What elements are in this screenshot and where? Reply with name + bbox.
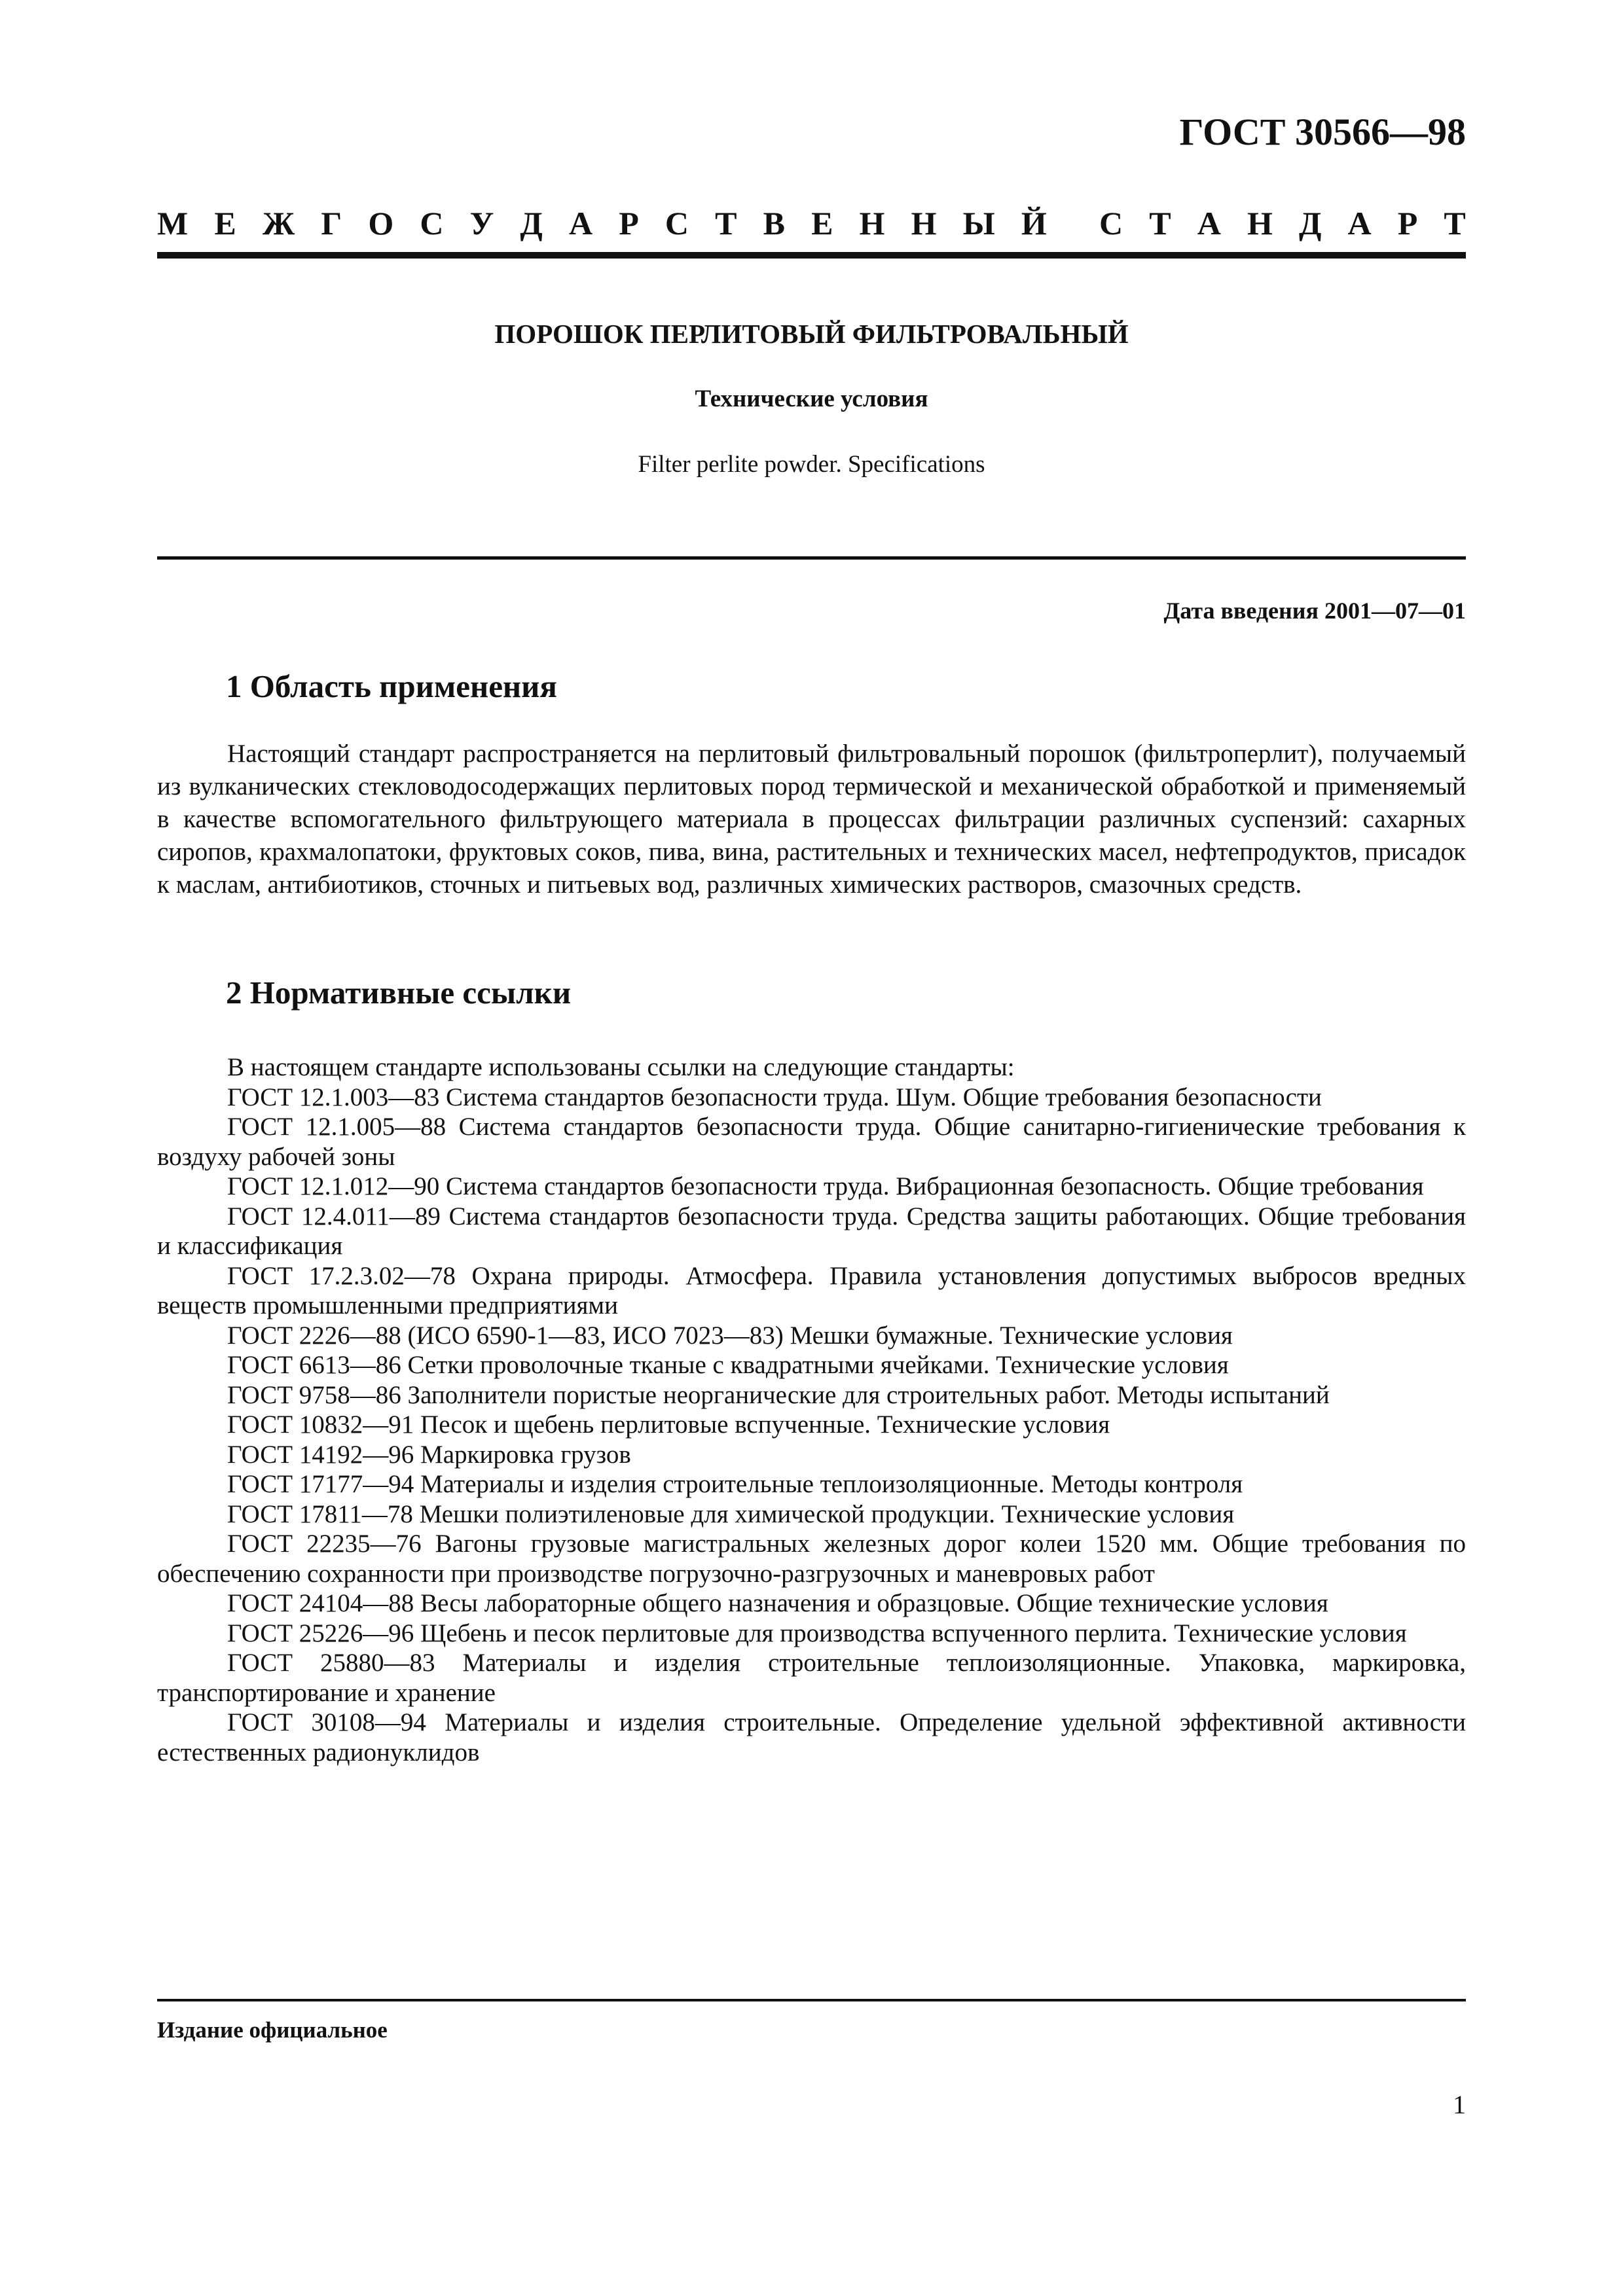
banner-letter: А [1347,205,1372,242]
banner-letter: Т [715,205,737,242]
reference-item: ГОСТ 17.2.3.02—78 Охрана природы. Атмосфера. Правила установления допустимых выбросов вредных веществ промышленными предприятиями [157,1261,1466,1319]
banner-letter: О [368,205,394,242]
reference-item: ГОСТ 24104—88 Весы лабораторные общего назначения и образцовые. Общие технические условия [227,1589,1328,1617]
reference-item: ГОСТ 30108—94 Материалы и изделия строительные. Определение удельной эффективной активности естественных радионуклидов [157,1708,1466,1767]
banner-letter: Г [321,205,342,242]
document-subtitle: Технические условия [695,386,928,412]
banner-letter: Т [1444,205,1466,242]
reference-item: ГОСТ 12.1.012—90 Система стандартов безопасности труда. Вибрационная безопасность. Общие требования [227,1172,1424,1200]
banner-letter: Н [1247,205,1273,242]
reference-item: ГОСТ 25880—83 Материалы и изделия строительные теплоизоляционные. Упаковка, маркировка, транспортирование и хранение [157,1649,1466,1707]
reference-item: ГОСТ 22235—76 Вагоны грузовые магистральных железных дорог колеи 1520 мм. Общие требования по обеспечению сохранности при производстве погрузочно-разгрузочных и маневровых работ [157,1530,1466,1588]
banner-letter: Д [1298,205,1322,242]
banner-letter: А [568,205,593,242]
banner-letter: Н [911,205,937,242]
section-1-heading: 1 Область применения [226,668,557,704]
page-number: 1 [1453,2090,1466,2119]
banner-letter: С [420,205,444,242]
section-2-heading: 2 Нормативные ссылки [226,975,572,1011]
reference-item: ГОСТ 17811—78 Мешки полиэтиленовые для химической продукции. Технические условия [227,1499,1235,1528]
reference-item: ГОСТ 9758—86 Заполнители пористые неорганические для строительных работ. Методы испытаний [227,1380,1330,1409]
banner-letter: Р [1397,205,1418,242]
reference-item: ГОСТ 12.4.011—89 Система стандартов безопасности труда. Средства защиты работающих. Общие требования и классификация [157,1202,1466,1260]
banner-letter: С [1099,205,1123,242]
banner-letter: А [1197,205,1221,242]
reference-item: ГОСТ 12.1.005—88 Система стандартов безопасности труда. Общие санитарно-гигиенические требования к воздуху рабочей зоны [157,1113,1466,1171]
reference-item: ГОСТ 2226—88 (ИСО 6590-1—83, ИСО 7023—83) Мешки бумажные. Технические условия [227,1321,1233,1350]
banner-letter: Е [214,205,236,242]
normative-references [157,1052,1466,1767]
official-edition-label: Издание официальное [157,2017,388,2043]
footer-rule [157,1999,1466,2001]
banner-letter: Ы [962,205,995,242]
banner-letter: Н [859,205,885,242]
references-intro: В настоящем стандарте использованы ссылки на следующие стандарты: [227,1053,1015,1081]
section-1-text: Настоящий стандарт распространяется на перлитовый фильтровальный порошок (фильтроперлит), получаемый из вулканических стекловодосодержащих перлитовых пород термической и механической обработкой и применяемый в качестве вспомогательного фильтрующего материала в процессах фильтрации различных суспензий: сахарных сиропов, крахмалопатоки, фруктовых соков, пива, вина, растительных и технических масел, нефтепродуктов, присадок к маслам, антибиотиков, сточных и питьевых вод, различных химических растворов, смазочных средств. [157,740,1466,899]
interstate-standard-banner [157,204,1466,242]
title-rule [157,556,1466,560]
banner-letter: Т [1149,205,1171,242]
banner-letter: Е [811,205,833,242]
banner-letter: Ж [262,205,295,242]
banner-letter: В [763,205,785,242]
document-title: ПОРОШОК ПЕРЛИТОВЫЙ ФИЛЬТРОВАЛЬНЫЙ [494,319,1129,349]
banner-letter: У [469,205,494,242]
reference-item: ГОСТ 14192—96 Маркировка грузов [227,1440,631,1469]
english-title: Filter perlite powder. Specifications [638,451,985,478]
banner-letter: Р [619,205,639,242]
introduction-date: Дата введения 2001—07—01 [1163,598,1466,624]
header-rule [157,252,1466,259]
banner-letter: Й [1021,205,1047,242]
banner-letter: М [157,205,189,242]
banner-letter: Д [520,205,543,242]
document-number: ГОСТ 30566—98 [1179,111,1466,153]
reference-item: ГОСТ 6613—86 Сетки проволочные тканые с квадратными ячейками. Технические условия [227,1351,1229,1379]
banner-letter: С [665,205,689,242]
document-page [157,0,1466,2296]
reference-item: ГОСТ 17177—94 Материалы и изделия строительные теплоизоляционные. Методы контроля [227,1470,1243,1498]
reference-item: ГОСТ 12.1.003—83 Система стандартов безопасности труда. Шум. Общие требования безопасности [227,1083,1322,1111]
reference-item: ГОСТ 25226—96 Щебень и песок перлитовые для производства вспученного перлита. Технические условия [227,1619,1407,1647]
reference-item: ГОСТ 10832—91 Песок и щебень перлитовые вспученные. Технические условия [227,1410,1110,1439]
